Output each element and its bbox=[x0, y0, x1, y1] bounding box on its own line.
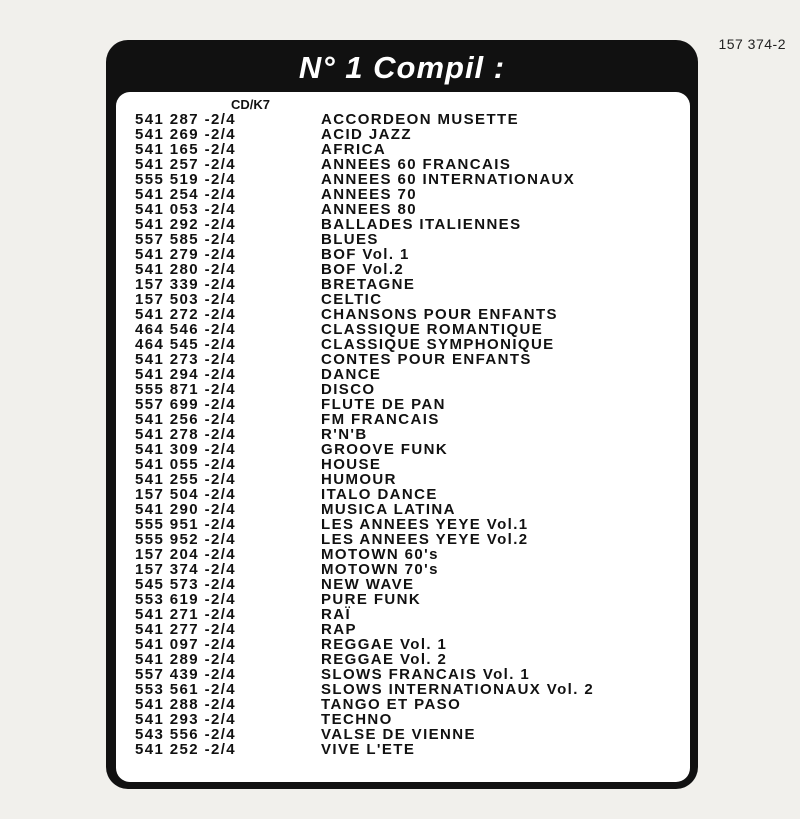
list-item bbox=[135, 712, 594, 727]
catalog-code: 541 097 -2/4 bbox=[135, 636, 237, 653]
list-item bbox=[135, 487, 594, 502]
list-item bbox=[135, 547, 594, 562]
list-item bbox=[135, 457, 594, 472]
list-item bbox=[135, 247, 594, 262]
catalog-code: 464 545 -2/4 bbox=[135, 336, 237, 353]
compilation-title: REGGAE Vol. 2 bbox=[321, 651, 448, 668]
list-item bbox=[135, 652, 594, 667]
compilation-title: ANNEES 60 INTERNATIONAUX bbox=[321, 171, 576, 188]
compilation-title: DANCE bbox=[321, 366, 382, 383]
list-item bbox=[135, 472, 594, 487]
list-item bbox=[135, 292, 594, 307]
list-item bbox=[135, 232, 594, 247]
catalog-code: 541 277 -2/4 bbox=[135, 621, 237, 638]
catalog-code: 541 279 -2/4 bbox=[135, 246, 237, 263]
list-item bbox=[135, 142, 594, 157]
list-item bbox=[135, 187, 594, 202]
compilation-title: ANNEES 80 bbox=[321, 201, 417, 218]
compilation-title: DISCO bbox=[321, 381, 376, 398]
catalog-code: 541 055 -2/4 bbox=[135, 456, 237, 473]
catalog-code: 541 053 -2/4 bbox=[135, 201, 237, 218]
list-item bbox=[135, 577, 594, 592]
catalog-code: 541 252 -2/4 bbox=[135, 741, 237, 758]
list-item bbox=[135, 742, 594, 757]
catalog-code: 541 289 -2/4 bbox=[135, 651, 237, 668]
catalog-code: 541 292 -2/4 bbox=[135, 216, 237, 233]
catalog-code: 541 290 -2/4 bbox=[135, 501, 237, 518]
compilation-title: HUMOUR bbox=[321, 471, 397, 488]
compilation-title: CHANSONS POUR ENFANTS bbox=[321, 306, 558, 323]
list-item bbox=[135, 562, 594, 577]
listing-box bbox=[116, 92, 690, 782]
catalog-code: 541 271 -2/4 bbox=[135, 606, 237, 623]
compilation-title: BLUES bbox=[321, 231, 379, 248]
compilation-title: BOF Vol. 1 bbox=[321, 246, 410, 263]
catalog-code: 541 293 -2/4 bbox=[135, 711, 237, 728]
catalog-code: 555 871 -2/4 bbox=[135, 381, 237, 398]
list-item bbox=[135, 727, 594, 742]
catalog-code: 553 561 -2/4 bbox=[135, 681, 237, 698]
catalog-code: 157 339 -2/4 bbox=[135, 276, 237, 293]
catalog-code: 545 573 -2/4 bbox=[135, 576, 237, 593]
list-item bbox=[135, 202, 594, 217]
catalog-code: 541 288 -2/4 bbox=[135, 696, 237, 713]
compilation-title: VIVE L'ETE bbox=[321, 741, 416, 758]
list-item bbox=[135, 592, 594, 607]
catalog-code: 541 256 -2/4 bbox=[135, 411, 237, 428]
catalog-code: 541 165 -2/4 bbox=[135, 141, 237, 158]
compilation-title: CLASSIQUE SYMPHONIQUE bbox=[321, 336, 555, 353]
compilation-title: BRETAGNE bbox=[321, 276, 416, 293]
catalog-code: 541 287 -2/4 bbox=[135, 111, 237, 128]
compilation-title: MOTOWN 60's bbox=[321, 546, 439, 563]
column-header: CD/K7 bbox=[231, 97, 271, 112]
catalog-code: 157 504 -2/4 bbox=[135, 486, 237, 503]
compilation-title: FM FRANCAIS bbox=[321, 411, 440, 428]
list-item bbox=[135, 352, 594, 367]
catalog-code: 541 273 -2/4 bbox=[135, 351, 237, 368]
compilation-title: REGGAE Vol. 1 bbox=[321, 636, 448, 653]
catalog-code: 541 254 -2/4 bbox=[135, 186, 237, 203]
catalog-code: 157 374 -2/4 bbox=[135, 561, 237, 578]
catalog-code: 541 255 -2/4 bbox=[135, 471, 237, 488]
list-item bbox=[135, 412, 594, 427]
list-item bbox=[135, 427, 594, 442]
catalog-code: 557 585 -2/4 bbox=[135, 231, 237, 248]
compilation-title: CLASSIQUE ROMANTIQUE bbox=[321, 321, 544, 338]
compilation-title: LES ANNEES YEYE Vol.2 bbox=[321, 531, 529, 548]
list-item bbox=[135, 697, 594, 712]
compilation-title: R'N'B bbox=[321, 426, 368, 443]
list-item bbox=[135, 277, 594, 292]
list-item bbox=[135, 442, 594, 457]
compilation-title: CELTIC bbox=[321, 291, 383, 308]
compilation-title: ANNEES 60 FRANCAIS bbox=[321, 156, 512, 173]
catalog-code: 541 278 -2/4 bbox=[135, 426, 237, 443]
catalog-code: 555 952 -2/4 bbox=[135, 531, 237, 548]
compilation-title: ACCORDEON MUSETTE bbox=[321, 111, 519, 128]
compilation-title: HOUSE bbox=[321, 456, 382, 473]
list-item bbox=[135, 382, 594, 397]
list-item bbox=[135, 322, 594, 337]
catalog-code: 541 309 -2/4 bbox=[135, 441, 237, 458]
compilation-title: SLOWS FRANCAIS Vol. 1 bbox=[321, 666, 531, 683]
list-item bbox=[135, 517, 594, 532]
catalog-code: 543 556 -2/4 bbox=[135, 726, 237, 743]
compilation-title: CONTES POUR ENFANTS bbox=[321, 351, 532, 368]
list-item bbox=[135, 262, 594, 277]
catalog-code: 557 699 -2/4 bbox=[135, 396, 237, 413]
catalog-number: 157 374-2 bbox=[718, 36, 786, 52]
catalog-code: 557 439 -2/4 bbox=[135, 666, 237, 683]
panel-title: N° 1 Compil : bbox=[298, 50, 506, 85]
list-item bbox=[135, 607, 594, 622]
compilation-title: ITALO DANCE bbox=[321, 486, 438, 503]
compilation-title: MOTOWN 70's bbox=[321, 561, 439, 578]
list-item bbox=[135, 637, 594, 652]
list-item bbox=[135, 307, 594, 322]
catalog-code: 157 204 -2/4 bbox=[135, 546, 237, 563]
list-item bbox=[135, 367, 594, 382]
compilation-list bbox=[135, 112, 594, 757]
list-item bbox=[135, 532, 594, 547]
list-item bbox=[135, 127, 594, 142]
compil-panel bbox=[106, 40, 698, 789]
compilation-title: BALLADES ITALIENNES bbox=[321, 216, 522, 233]
compilation-title: PURE FUNK bbox=[321, 591, 422, 608]
compilation-title: NEW WAVE bbox=[321, 576, 415, 593]
list-item bbox=[135, 172, 594, 187]
compilation-title: ACID JAZZ bbox=[321, 126, 412, 143]
compilation-title: MUSICA LATINA bbox=[321, 501, 456, 518]
compilation-title: TECHNO bbox=[321, 711, 393, 728]
compilation-title: TANGO ET PASO bbox=[321, 696, 462, 713]
list-item bbox=[135, 337, 594, 352]
catalog-code: 555 951 -2/4 bbox=[135, 516, 237, 533]
catalog-code: 541 272 -2/4 bbox=[135, 306, 237, 323]
catalog-code: 541 269 -2/4 bbox=[135, 126, 237, 143]
compilation-title: FLUTE DE PAN bbox=[321, 396, 446, 413]
catalog-code: 555 519 -2/4 bbox=[135, 171, 237, 188]
catalog-code: 553 619 -2/4 bbox=[135, 591, 237, 608]
list-item bbox=[135, 112, 594, 127]
compilation-title: LES ANNEES YEYE Vol.1 bbox=[321, 516, 529, 533]
compilation-title: RAÏ bbox=[321, 606, 352, 623]
compilation-title: ANNEES 70 bbox=[321, 186, 417, 203]
catalog-code: 464 546 -2/4 bbox=[135, 321, 237, 338]
catalog-code: 541 280 -2/4 bbox=[135, 261, 237, 278]
catalog-code: 541 294 -2/4 bbox=[135, 366, 237, 383]
catalog-code: 157 503 -2/4 bbox=[135, 291, 237, 308]
compilation-title: BOF Vol.2 bbox=[321, 261, 405, 278]
compilation-title: SLOWS INTERNATIONAUX Vol. 2 bbox=[321, 681, 595, 698]
catalog-code: 541 257 -2/4 bbox=[135, 156, 237, 173]
compilation-title: VALSE DE VIENNE bbox=[321, 726, 476, 743]
list-item bbox=[135, 217, 594, 232]
list-item bbox=[135, 622, 594, 637]
list-item bbox=[135, 667, 594, 682]
list-item bbox=[135, 682, 594, 697]
list-item bbox=[135, 397, 594, 412]
compilation-title: AFRICA bbox=[321, 141, 387, 158]
compilation-title: RAP bbox=[321, 621, 357, 638]
list-item bbox=[135, 502, 594, 517]
list-item bbox=[135, 157, 594, 172]
compilation-title: GROOVE FUNK bbox=[321, 441, 449, 458]
